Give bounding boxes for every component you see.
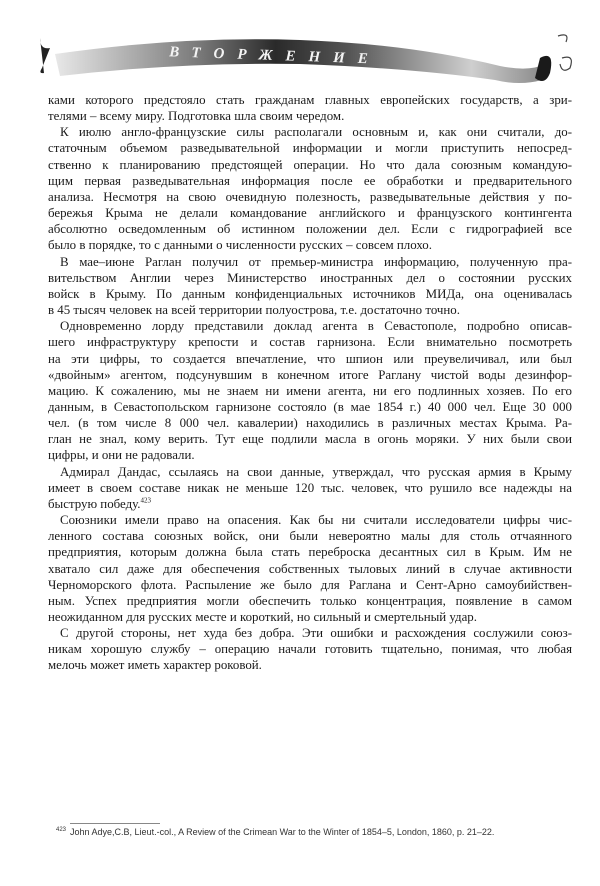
text-line: [48, 157, 572, 173]
text-line: [48, 415, 572, 431]
text-line: [48, 399, 572, 415]
text-line: [48, 577, 572, 593]
paragraph: [48, 464, 572, 512]
text-line-content: вительством Англии через Министерство иностранных дел о состоянии русских: [48, 270, 572, 285]
text-line-content: Адмирал Дандас, ссылаясь на свои данные, утверждал, что русская армия в Крыму: [60, 464, 572, 479]
body-text: [48, 92, 572, 674]
text-line-content: телями – всему миру. Подготовка шла своим чередом.: [48, 109, 345, 124]
text-line-content: анализа. Несмотря на свою очевидную полезность, разведывательные действия у по-: [48, 189, 572, 204]
text-line-content: статочным объемом разведывательной информации и могли приступить непосред-: [48, 141, 572, 156]
text-line-content: цифры, и они не радовали.: [48, 448, 195, 463]
text-line: [48, 318, 572, 334]
footnote-text: John Adye,C.B, Lieut.-col., A Review of the Crimean War to the Winter of 1854–5, London, 1860, p. 21–22.: [70, 827, 495, 837]
text-line: [48, 334, 572, 350]
text-line-content: абсолютно осведомленным об истинном положении дел. Если с гидрографией все: [48, 222, 572, 237]
text-line-content: имеет в своем составе никак не меньше 120 тыс. человек, что рушило все надежды на: [48, 480, 572, 495]
chapter-title: ВТОРЖЕНИЕ: [168, 44, 382, 68]
footnote-number: 423: [56, 827, 67, 833]
text-line-content: Черноморского флота. Распыление же было для Раглана и Сент-Арно самоубийствен-: [48, 577, 572, 592]
text-line: [48, 609, 572, 625]
text-line: [48, 447, 572, 463]
text-line-content: на эти цифры, то создается впечатление, что шпион или преувеличивал, или был: [48, 351, 572, 366]
text-line-content: предприятия, которым должна была стать переброска десантных сил в Крым. Им не: [48, 545, 572, 560]
text-line: [48, 496, 572, 512]
text-line: [48, 270, 572, 286]
text-line: [48, 205, 572, 221]
text-line: [48, 593, 572, 609]
text-line: [48, 92, 572, 108]
text-line: [48, 480, 572, 496]
text-line-content: ками которого предстояло стать гражданам главных европейских государств, а зри-: [48, 93, 572, 107]
text-line-content: Союзники имели право на опасения. Как бы ни считали исследователи цифры чис-: [60, 513, 572, 528]
text-line: [48, 528, 572, 544]
text-line-content: Одновременно лорду представили доклад агента в Севастополе, подробно описав-: [60, 319, 572, 334]
text-line: [48, 254, 572, 270]
text-line: [48, 512, 572, 528]
text-line-content: чел. (в том числе 8 000 чел. кавалерии) находились в различных местах Крыма. Ра-: [48, 416, 572, 431]
paragraph: [48, 625, 572, 673]
text-line: [48, 625, 572, 641]
text-line-content: С другой стороны, нет худа без добра. Эти ошибки и расхождения сослужили союз-: [60, 626, 572, 641]
text-line-content: данным, в Севастопольском гарнизоне состояло (в мае 1854 г.) 40 000 чел. Еще 30 000: [48, 399, 572, 414]
footnote-divider: [70, 823, 160, 824]
text-line-content: быструю победу.: [48, 496, 141, 511]
text-line-content: никам хорошую службу – операцию начали готовить тщательно, понимая, что любая: [48, 642, 572, 657]
text-line-content: в 45 тысяч человек на всей территории полуострова, т.е. достаточно точно.: [48, 303, 460, 318]
text-line-content: ленного состава союзных войск, они были невероятно малы для столь отчаянного: [48, 529, 572, 544]
text-line-content: шего инфраструктуру крепости и состав гарнизона. Если внимательно посмотреть: [48, 335, 572, 350]
text-line: [48, 286, 572, 302]
text-line-content: щим первая разведывательная информация после ее обработки и предварительного: [48, 173, 572, 188]
text-line: [48, 237, 572, 253]
paragraph: [48, 254, 572, 319]
text-line-content: бережья Крыма не делали командование английского и французского контингента: [48, 206, 572, 221]
text-line: [48, 544, 572, 560]
text-line-content: неожиданном для русских месте и короткий, но сильный и смертельный удар.: [48, 610, 477, 624]
paragraph: [48, 512, 572, 625]
text-line-content: глан не знал, кому верить. Тут еще подлили масла в огонь моряки. У них были свои: [48, 432, 572, 447]
text-line-content: К июлю англо-французские силы располагали основным и, как они считали, до-: [60, 125, 572, 140]
footnote-reference[interactable]: 423: [140, 496, 152, 505]
text-line: [48, 302, 572, 318]
text-line: [48, 383, 572, 399]
text-line: [48, 221, 572, 237]
text-line: [48, 431, 572, 447]
text-line-content: ным. Успех предприятия могли обеспечить только концентрация, появление в самом: [48, 593, 572, 608]
text-line: [48, 124, 572, 140]
text-line-content: войск в Крыму. По данным конфиденциальных источников МИДа, она оценивалась: [48, 286, 572, 301]
text-line: [48, 108, 572, 124]
text-line: [48, 657, 572, 673]
paragraph: [48, 92, 572, 124]
paragraph: [48, 318, 572, 463]
text-line-content: ственно к планированию предстоящей операции. Но что дала союзным командую-: [48, 157, 572, 172]
text-line: [48, 367, 572, 383]
text-line-content: «двойным» агентом, подсунувшим в конечном итоге Раглану чистой воды дезинфор-: [48, 367, 572, 382]
paragraph: [48, 124, 572, 253]
text-line: [48, 464, 572, 480]
text-line: [48, 189, 572, 205]
text-line: [48, 351, 572, 367]
text-line: [48, 140, 572, 156]
text-line-content: мелочь может иметь характер роковой.: [48, 658, 262, 673]
text-line-content: было в порядке, то с данными о численности русских – совсем плохо.: [48, 238, 432, 253]
text-line-content: хватало сил даже для обеспечения собственных тыловых линий в случае активности: [48, 561, 572, 576]
text-line: [48, 641, 572, 657]
footnote: [56, 827, 494, 837]
text-line-content: мацию. К сожалению, мы не знаем ни имени агента, ни его подлинных хозяев. По его: [48, 383, 572, 398]
text-line: [48, 561, 572, 577]
text-line-content: В мае–июне Раглан получил от премьер-министра информацию, полученную пра-: [60, 254, 572, 269]
text-line: [48, 173, 572, 189]
